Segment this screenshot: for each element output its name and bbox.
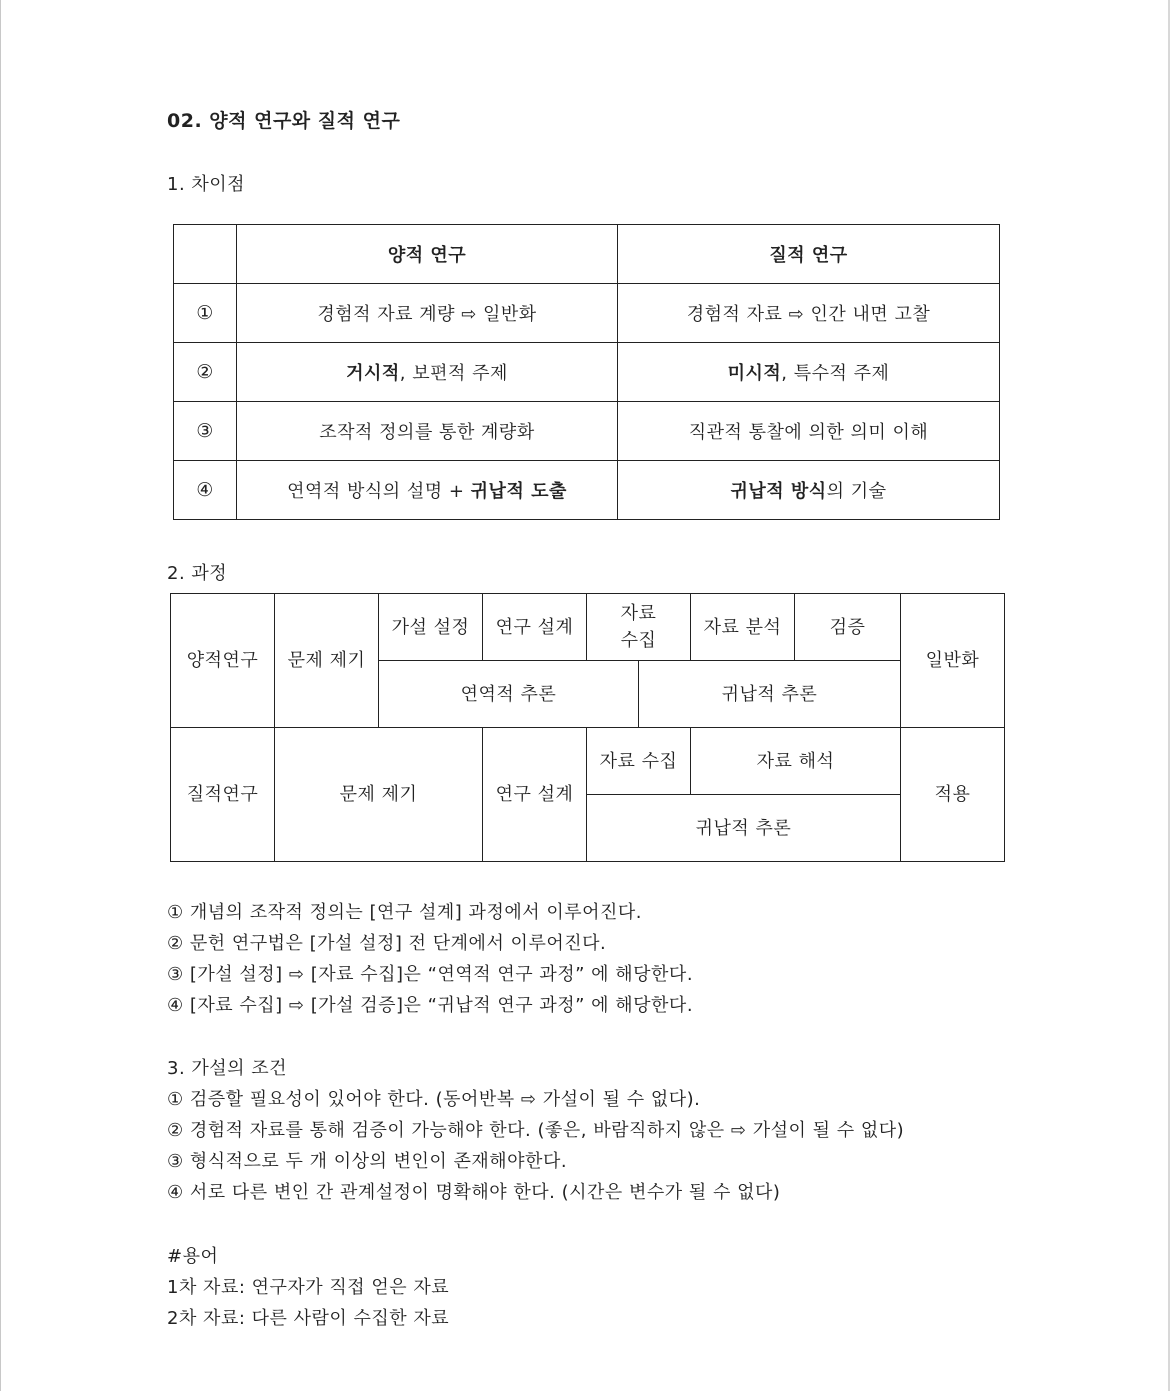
document-title: 02. 양적 연구와 질적 연구 xyxy=(167,110,401,132)
quant-process-row-top xyxy=(171,594,1005,661)
table-row xyxy=(174,343,1000,402)
table-row xyxy=(174,461,1000,520)
quant-verify: 검증 xyxy=(795,594,901,661)
quant-collect xyxy=(587,594,691,661)
list-item: 2차 자료: 다른 사람이 수집한 자료 xyxy=(167,1308,450,1329)
qual-interpret: 자료 해석 xyxy=(691,728,901,795)
row-number: ④ xyxy=(174,461,237,520)
bold-term: 거시적 xyxy=(346,363,400,384)
table-row xyxy=(174,402,1000,461)
quant-analysis: 자료 분석 xyxy=(691,594,795,661)
terms-section xyxy=(167,1241,449,1334)
list-item: ② 문헌 연구법은 [가설 설정] 전 단계에서 이루어진다. xyxy=(167,933,607,954)
collect-line-2: 수집 xyxy=(620,630,657,651)
section-3-heading: 3. 가설의 조건 xyxy=(167,1058,288,1079)
list-item: ③ 형식적으로 두 개 이상의 변인이 존재해야한다. xyxy=(167,1151,568,1172)
list-item: ① 개념의 조작적 정의는 [연구 설계] 과정에서 이루어진다. xyxy=(167,902,642,923)
list-item: ④ 서로 다른 변인 간 관계설정이 명확해야 한다. (시간은 변수가 될 수 없다) xyxy=(167,1182,781,1203)
quant-cell xyxy=(237,461,618,520)
terms-heading: #용어 xyxy=(167,1246,219,1267)
qual-cell xyxy=(618,343,1000,402)
quant-result: 일반화 xyxy=(901,594,1005,728)
quant-problem: 문제 제기 xyxy=(275,594,379,728)
qual-cell: 경험적 자료 ⇨ 인간 내면 고찰 xyxy=(618,284,1000,343)
plain-text: 연역적 방식의 설명 + xyxy=(287,481,471,502)
header-quant: 양적 연구 xyxy=(237,225,618,284)
quant-cell xyxy=(237,343,618,402)
qual-cell xyxy=(618,461,1000,520)
table-header-row xyxy=(174,225,1000,284)
quant-label: 양적연구 xyxy=(171,594,275,728)
qual-problem: 문제 제기 xyxy=(275,728,483,862)
difference-table xyxy=(173,224,1000,520)
list-item: ② 경험적 자료를 통해 검증이 가능해야 한다. (좋은, 바람직하지 않은 ⇨ 가설이 될 수 없다) xyxy=(167,1120,905,1141)
quant-hypothesis: 가설 설정 xyxy=(379,594,483,661)
bold-term: 미시적 xyxy=(727,363,782,384)
qual-process-row-top xyxy=(171,728,1005,795)
quant-design: 연구 설계 xyxy=(483,594,587,661)
qual-collect: 자료 수집 xyxy=(587,728,691,795)
hypothesis-conditions xyxy=(167,1053,904,1208)
plain-text: , 보편적 주제 xyxy=(399,363,508,384)
section-1-heading: 1. 차이점 xyxy=(167,174,246,195)
row-number: ① xyxy=(174,284,237,343)
bold-term: 귀납적 도출 xyxy=(470,481,567,502)
table-row xyxy=(174,284,1000,343)
header-qual: 질적 연구 xyxy=(618,225,1000,284)
header-blank-cell xyxy=(174,225,237,284)
list-item: 1차 자료: 연구자가 직접 얻은 자료 xyxy=(167,1277,450,1298)
list-item: ③ [가설 설정] ⇨ [자료 수집]은 “연역적 연구 과정” 에 해당한다. xyxy=(167,964,694,985)
page-edge-left xyxy=(0,0,1,1391)
plain-text: 의 기술 xyxy=(826,481,887,502)
process-notes xyxy=(167,897,693,1021)
qual-design: 연구 설계 xyxy=(483,728,587,862)
collect-line-1: 자료 xyxy=(620,603,657,624)
qual-cell: 직관적 통찰에 의한 의미 이해 xyxy=(618,402,1000,461)
qual-induction: 귀납적 추론 xyxy=(587,795,901,862)
plain-text: , 특수적 주제 xyxy=(781,363,890,384)
bold-term: 귀납적 방식 xyxy=(730,481,827,502)
row-number: ② xyxy=(174,343,237,402)
qual-result: 적용 xyxy=(901,728,1005,862)
quant-induction: 귀납적 추론 xyxy=(639,661,901,728)
list-item: ① 검증할 필요성이 있어야 한다. (동어반복 ⇨ 가설이 될 수 없다). xyxy=(167,1089,701,1110)
process-table xyxy=(170,593,1005,862)
quant-cell: 경험적 자료 계량 ⇨ 일반화 xyxy=(237,284,618,343)
qual-label: 질적연구 xyxy=(171,728,275,862)
section-2-heading: 2. 과정 xyxy=(167,563,228,584)
list-item: ④ [자료 수집] ⇨ [가설 검증]은 “귀납적 연구 과정” 에 해당한다. xyxy=(167,995,694,1016)
row-number: ③ xyxy=(174,402,237,461)
quant-deduction: 연역적 추론 xyxy=(379,661,639,728)
quant-cell: 조작적 정의를 통한 계량화 xyxy=(237,402,618,461)
